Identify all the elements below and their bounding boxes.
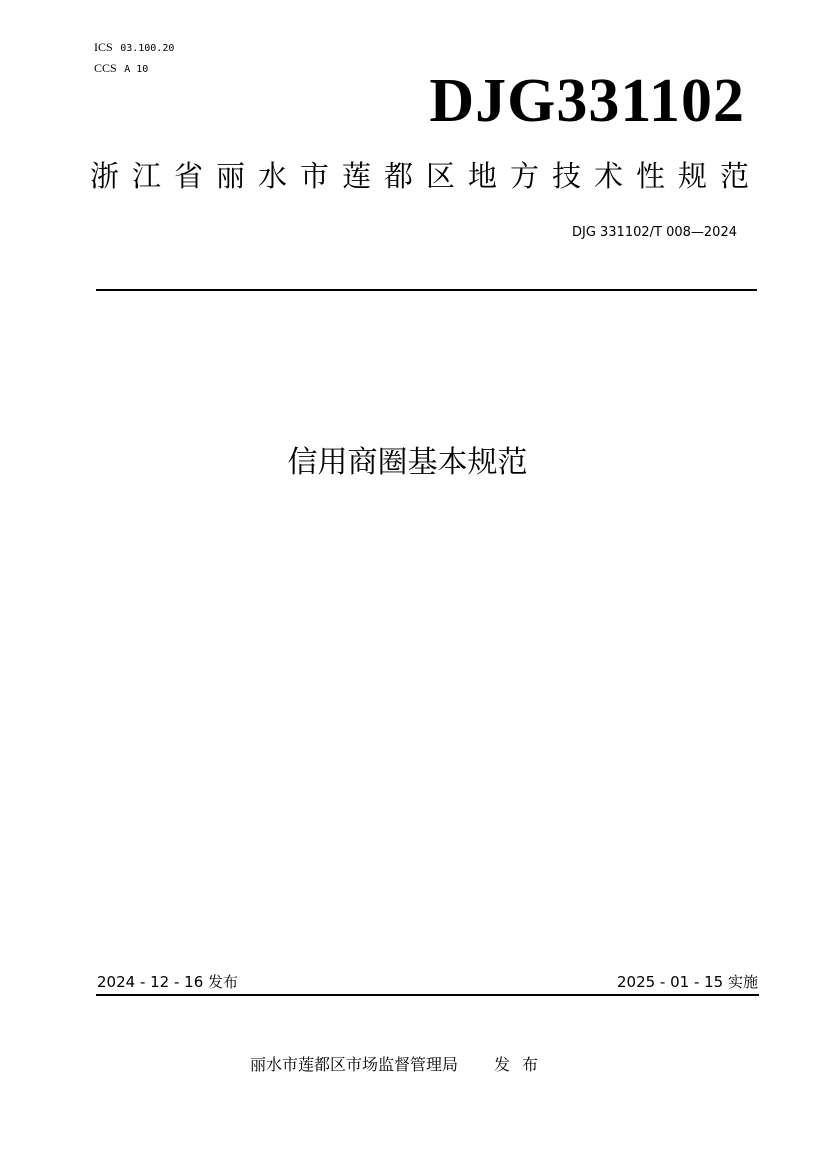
ics-code: 03.100.20 xyxy=(120,43,175,54)
document-title: 信用商圈基本规范 xyxy=(287,445,528,480)
spec-type-title: 浙江省丽水市莲都区地方技术性规范 xyxy=(90,159,763,193)
top-divider xyxy=(96,289,757,291)
ccs-classification xyxy=(94,61,148,77)
ics-classification xyxy=(94,40,174,56)
issue-date: 2024 - 12 - 16 发布 xyxy=(97,973,239,991)
ccs-code: A 10 xyxy=(124,64,149,75)
issuer-name: 丽水市莲都区市场监督管理局 xyxy=(250,1055,459,1074)
ics-label: ICS xyxy=(94,40,113,54)
issuer-line xyxy=(250,1054,550,1076)
ccs-label: CCS xyxy=(94,61,117,75)
issuer-action: 发布 xyxy=(494,1055,551,1074)
standard-code-heading: DJG331102 xyxy=(429,67,745,135)
standard-number: DJG 331102/T 008—2024 xyxy=(571,225,737,240)
bottom-divider xyxy=(96,994,759,996)
implement-date: 2025 - 01 - 15 实施 xyxy=(616,973,758,991)
